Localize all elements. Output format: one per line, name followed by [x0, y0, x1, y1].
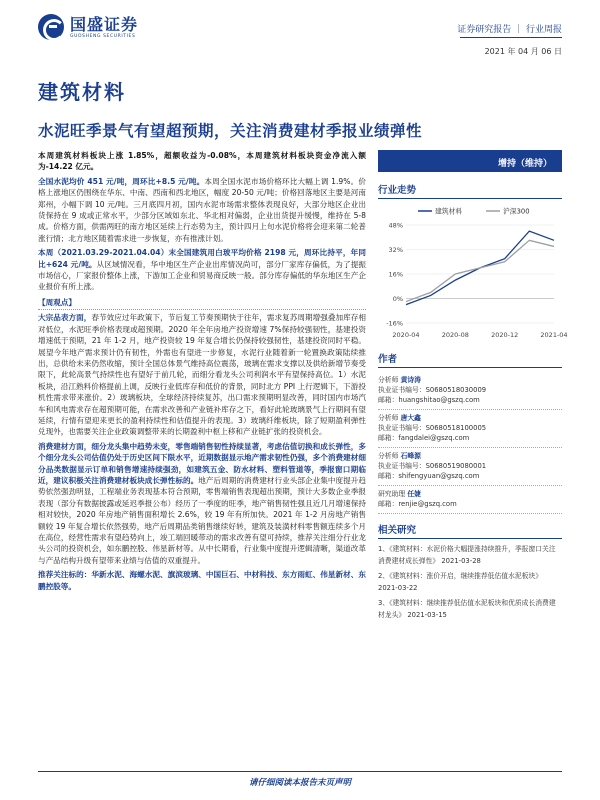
author-name: 任婕 [407, 490, 421, 498]
report-headline: 水泥旺季景气有望超预期，关注消费建材季报业绩弹性 [38, 122, 423, 140]
y-tick-label: -16% [386, 319, 403, 328]
glass-bold: 本周（2021.03.29-2021.04.04）末全国建筑用白玻平均价格 2198 元，周环比持平，年同比+624 元/吨。 [38, 248, 366, 269]
view-paragraph [38, 312, 366, 437]
recommend-paragraph [38, 569, 366, 592]
related-report-link[interactable] [378, 597, 562, 621]
author-role: 分析师 [378, 376, 401, 384]
view-text: 春节效应过年政策下，节后复工节奏预期快于往年，需求复苏周期增强叠加库存相对低位，水泥旺季价格表现或超预期。2020 年全年房地产投资增速 7%保持较强韧性，基建投资增速低于预期，21 年 1-2 月，地产投资较 19 年复合增长仍保持较强韧性，基建投资同时平稳。展望今年地产需求预计仍有韧性，外需也有望进一步修复，水泥行业随着新一轮置换政策陆续推出，总供给未来仍然收缩，预计全国总体景气维持高位震荡，玻璃在需求支撑以及供给新增节奏受限下，此轮高景气持续性也有望好于前几轮，而细分看龙头公司利润水平有望保持高位。1）水泥板块，沿江熟料价格提前上调，反映行业低库存和低价的背景，同时北方 PPI 上行逻辑下，下游投机性需求带来涨价。2）玻璃板块，全球经济持续复苏，出口需求预期明显改善，同时国内市场汽车和风电需求存在超预期可能，在需求改善和产业链补库存之下，看好此轮玻璃景气上行期间有望延续，行情有望迎来更长的盈利持续性和估值提升的表现。3）玻璃纤维板块，除了短期盈利弹性兑现外，也需要关注企业政策调整带来的长期盈利中枢上移和产业链扩张的投资机会。 [38, 313, 367, 437]
author-email[interactable]: 邮箱：huangshitao@gszq.com [378, 396, 480, 404]
cement-paragraph [38, 176, 366, 244]
cement-bold: 全国水泥均价 451 元/吨，周环比+8.5 元/吨。 [38, 176, 205, 186]
sidebar [378, 150, 568, 624]
related-title: 相关研究 [378, 522, 562, 539]
author-role-line [378, 451, 562, 461]
related-report-date: 2021-03-22 [378, 584, 418, 592]
y-tick-label: 16% [388, 270, 403, 279]
weekly-view-heading: 【周观点】 [38, 297, 366, 310]
company-logo [38, 14, 138, 40]
author-cert: 执业证书编号：S0680519080001 [378, 462, 487, 470]
author-name: 石峰源 [400, 452, 421, 460]
logo-icon [38, 14, 64, 40]
related-report-link[interactable] [378, 570, 562, 594]
consumer-text: 地产后周期的消费建材行业头部企业集中度提升趋势依然强劲明显，工程端业务表现基本符合预期，零售端销售表现超出预期，预计大多数企业季报表现（部分有数据披露或延迟季报公布）经历了一季度的旺季，地产销售韧性强且近几月增速保持相对较快，2020 年房地产销售面积增长 2.6%，较 19 年有所加快。2021 年 1-2 月房地产销售额较 19 年复合增长依然强势，地产后周期品类销售继续好转，建筑及装潢材料零售额连续多个月在高位，经营性需求有望趋势向上，竣工端回暖带动的需求改善有望可持续，推荐关注细分行业龙头公司的投资机会，如东鹏控股、伟星新材等。从中长期看，行业集中度提升逻辑清晰，渠道改革与产品结构升级有望带来业绩与估值的双重提升。 [38, 475, 366, 565]
lead-paragraph [38, 150, 366, 173]
legend-label: 建筑材料 [435, 207, 463, 216]
recommend-text: 推荐关注标的：华新水泥、海螺水泥、旗滨玻璃、中国巨石、中材科技、东方雨虹、伟星新材、东鹏控股等。 [38, 570, 366, 591]
related-report-title: 1、《建筑材料：水泥价格大幅提涨持续推升，季报窗口关注消费建材成长弹性》 [378, 545, 556, 565]
logo-text-cn: 国盛证券 [70, 14, 139, 34]
author-cert: 执业证书编号：S0680518030009 [378, 386, 487, 394]
authors-title: 作者 [378, 351, 562, 368]
author-role: 分析师 [378, 414, 401, 422]
footer-divider [38, 771, 562, 772]
rating-badge: 增持（维持） [378, 150, 562, 172]
author-email[interactable]: 邮箱：shifengyuan@gszq.com [378, 472, 480, 480]
author-role: 分析师 [378, 452, 401, 460]
view-bold: 大宗品表方面， [38, 313, 92, 323]
author-item [378, 486, 562, 514]
report-header [0, 0, 600, 56]
cement-text: 本周全国水泥市场价格环比大幅上调 1.9%。价格上涨地区仍围绕在华东、中南、西南和西北地区，幅度 20-50 元/吨；价格回落地区主要是河南郑州，小幅下调 10 元/吨。三月底四月初，国内水泥市场需求整体表现良好，大部分地区企业出货保持在 9 成或正常水平，少部分区域如东北、华北相对偏弱，企业出货提升缓慢，维持在 5-8 成。价格方面，供需两旺的南方地区延续上行态势为主，预计四月上旬水泥价格将会迎来第二轮普涨行情；北方地区随着需求进一步恢复，亦有推涨计划。 [38, 176, 366, 243]
x-tick-label: 2021-04 [540, 331, 568, 339]
author-item [378, 410, 562, 448]
author-name: 黄诗涛 [400, 376, 421, 384]
author-name: 唐大鑫 [400, 414, 421, 422]
author-item [378, 448, 562, 486]
consumer-bold: 消费建材方面，细分龙头集中趋势未变，零售端销售韧性持续显著，考虑估值切换和成长弹性，多个细分龙头公司估值仍处于历史区间下限水平，近期数据显示地产需求韧性仍强，多个消费建材细分品类数据显示订单和销售增速持续强劲，如建筑五金、防水材料、塑料管道等，季报窗口期临近，建议积极关注消费建材板块成长弹性标的。 [38, 441, 366, 485]
related-section [378, 522, 562, 621]
related-report-date: 2021-03-15 [407, 611, 447, 619]
lead-text: 本周建筑材料板块上涨 1.85%，超额收益为-0.08%，本周建筑材料板块资金净流入额为-14.22 亿元。 [38, 151, 366, 172]
y-tick-label: 0% [392, 295, 403, 303]
trend-title: 行业走势 [378, 182, 562, 199]
main-body [38, 150, 366, 595]
related-report-title: 2、《建筑材料：涨价开启，继续推荐低估值水泥板块》 [378, 572, 543, 580]
x-tick-label: 2020-04 [392, 331, 420, 339]
author-email[interactable]: 邮箱：renjie@gszq.com [378, 500, 457, 508]
author-item [378, 372, 562, 410]
consumer-paragraph [38, 441, 366, 566]
related-report-date: 2021-03-28 [441, 557, 481, 565]
author-role-line [378, 413, 562, 423]
related-report-link[interactable] [378, 543, 562, 567]
author-role: 研究助理 [378, 490, 408, 498]
y-tick-label: 32% [388, 246, 403, 254]
sector-title: 建筑材料 [38, 80, 126, 104]
header-divider [460, 37, 562, 38]
y-tick-label: 48% [388, 221, 403, 230]
report-date: 2021 年 04 月 06 日 [484, 47, 562, 56]
footer-note: 请仔细阅读本报告末页声明 [248, 778, 351, 788]
x-tick-label: 2020-12 [491, 331, 519, 339]
trend-chart [378, 203, 568, 343]
legend-label: 沪深300 [503, 207, 530, 216]
glass-paragraph [38, 247, 366, 293]
logo-text-en: GUOSHENG SECURITIES [70, 33, 136, 39]
author-email[interactable]: 邮箱：fangdalei@gszq.com [378, 434, 470, 442]
author-role-line [378, 375, 562, 385]
related-report-title: 3、《建筑材料：继续推荐低估值水泥板块和优质成长消费建材龙头》 [378, 599, 556, 619]
report-type: 证券研究报告 ｜ 行业周报 [457, 25, 562, 35]
author-role-line [378, 489, 562, 499]
glass-text: 从区域情况看，华中地区生产企业出库情况尚可，部分厂家库存偏低，为了提振市场信心，厂家报价整体上涨，下游加工企业和贸易商反映一般。部分库存偏低的华东地区生产企业报价有所上涨。 [38, 259, 366, 292]
authors-section [378, 351, 562, 514]
x-tick-label: 2020-08 [441, 331, 469, 339]
trend-chart-svg [378, 203, 568, 343]
author-cert: 执业证书编号：S0680518100005 [378, 424, 487, 432]
